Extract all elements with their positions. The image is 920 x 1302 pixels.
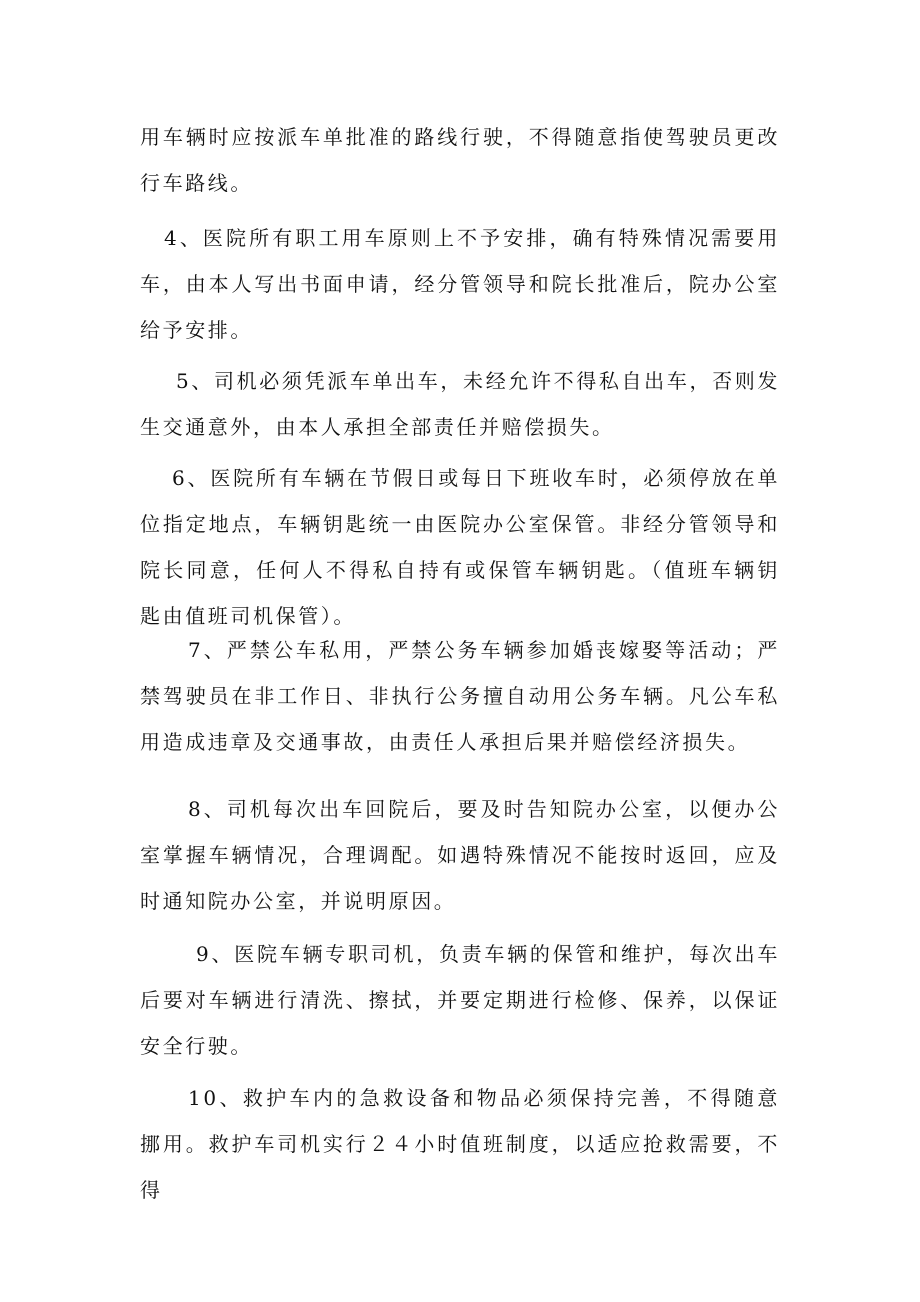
paragraph-rule-8 — [140, 786, 780, 924]
paragraph-text: 5、司机必须凭派车单出车，未经允许不得私自出车，否则发生交通意外，由本人承担全部责任并赔偿损失。 — [140, 369, 780, 439]
paragraph-continuation — [140, 114, 780, 206]
paragraph-rule-10 — [140, 1075, 780, 1213]
paragraph-text: 6、医院所有车辆在节假日或每日下班收车时，必须停放在单位指定地点，车辆钥匙统一由医院办公室保管。非经分管领导和院长同意，任何人不得私自持有或保管车辆钥匙。（值班车辆钥匙由值班司机保管）。 — [140, 466, 780, 628]
paragraph-text: 10、救护车内的急救设备和物品必须保持完善，不得随意挪用。救护车司机实行２４小时值班制度，以适应抢救需要，不得 — [140, 1086, 780, 1202]
paragraph-rule-7 — [140, 627, 780, 765]
paragraph-text: 4、医院所有职工用车原则上不予安排，确有特殊情况需要用车，由本人写出书面申请，经分管领导和院长批准后，院办公室给予安排。 — [140, 226, 780, 342]
paragraph-text: 9、医院车辆专职司机，负责车辆的保管和维护，每次出车后要对车辆进行清洗、擦拭，并要定期进行检修、保养，以保证安全行驶。 — [140, 942, 780, 1058]
paragraph-text: 8、司机每次出车回院后，要及时告知院办公室，以便办公室掌握车辆情况，合理调配。如遇特殊情况不能按时返回，应及时通知院办公室，并说明原因。 — [140, 797, 780, 913]
paragraph-rule-4 — [140, 215, 780, 353]
paragraph-text: 7、严禁公车私用，严禁公务车辆参加婚丧嫁娶等活动；严禁驾驶员在非工作日、非执行公务擅自动用公务车辆。凡公车私用造成违章及交通事故，由责任人承担后果并赔偿经济损失。 — [140, 638, 780, 754]
paragraph-rule-6 — [140, 455, 780, 639]
paragraph-text: 用车辆时应按派车单批准的路线行驶，不得随意指使驾驶员更改行车路线。 — [140, 125, 780, 195]
paragraph-rule-5 — [140, 358, 780, 450]
paragraph-rule-9 — [140, 931, 780, 1069]
